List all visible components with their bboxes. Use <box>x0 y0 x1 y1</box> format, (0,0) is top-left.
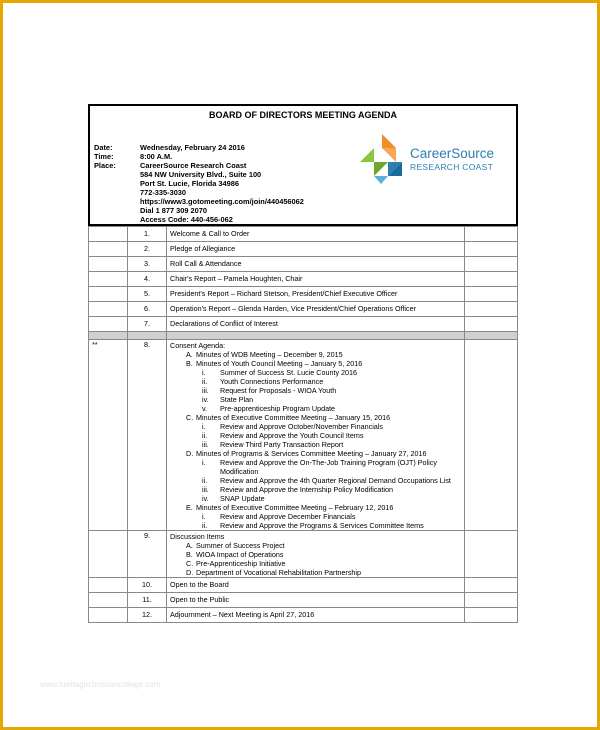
line-marker: iv. <box>202 395 209 404</box>
item-text: Open to the Board <box>167 578 465 593</box>
line-marker: i. <box>202 422 206 431</box>
row-marker <box>89 317 128 332</box>
line-marker: i. <box>202 458 206 467</box>
line-marker: C. <box>186 413 194 422</box>
consent-line <box>170 386 461 395</box>
line-text: Minutes of Programs & Services Committee Meeting – January 27, 2016 <box>196 449 427 458</box>
item-text: Declarations of Conflict of Interest <box>167 317 465 332</box>
consent-line <box>170 350 461 359</box>
consent-line <box>170 476 461 485</box>
item-text: Chair's Report – Pamela Houghten, Chair <box>167 272 465 287</box>
item-text: Open to the Public <box>167 593 465 608</box>
line-marker: E. <box>186 503 193 512</box>
gotomeeting-link[interactable]: https://www3.gotomeeting.com/join/440456062 <box>140 197 304 206</box>
agenda-row <box>89 302 518 317</box>
logo-name: CareerSource <box>410 146 495 161</box>
row-marker <box>89 227 128 242</box>
consent-marker: ** <box>89 340 128 531</box>
dial-in-number: Dial 1 877 309 2070 <box>140 206 207 215</box>
line-text: Pre-apprenticeship Program Update <box>220 404 336 413</box>
item-notes <box>465 287 518 302</box>
line-marker: iii. <box>202 440 209 449</box>
discussion-row <box>89 531 518 578</box>
place-city: Port St. Lucie, Florida 34986 <box>140 179 239 188</box>
consent-line <box>170 368 461 377</box>
row-marker <box>89 608 128 623</box>
consent-line <box>170 440 461 449</box>
discussion-line <box>170 550 461 559</box>
line-marker: A. <box>186 541 193 550</box>
item-number: 12. <box>128 608 167 623</box>
line-marker: B. <box>186 359 193 368</box>
item-number: 3. <box>128 257 167 272</box>
line-text: State Plan <box>220 395 254 404</box>
row-marker <box>89 531 128 578</box>
time-value: 8:00 A.M. <box>140 152 173 161</box>
agenda-row <box>89 242 518 257</box>
line-text: Review and Approve the Youth Council Items <box>220 431 364 440</box>
row-marker <box>89 257 128 272</box>
line-text: Review and Approve the On-The-Job Training Program (OJT) Policy <box>220 458 437 467</box>
line-text: Minutes of Youth Council Meeting – January 5, 2016 <box>196 359 363 368</box>
item-notes <box>465 340 518 531</box>
item-number: 5. <box>128 287 167 302</box>
item-notes <box>465 608 518 623</box>
consent-line <box>170 467 461 476</box>
line-text: Pre-Apprenticeship Initiative <box>196 559 286 568</box>
agenda-row <box>89 608 518 623</box>
line-marker: i. <box>202 512 206 521</box>
line-text: Minutes of Executive Committee Meeting – February 12, 2016 <box>196 503 394 512</box>
row-marker <box>89 272 128 287</box>
watermark: www.heritagechristiancollege.com <box>40 680 161 689</box>
item-notes <box>465 531 518 578</box>
agenda-row <box>89 593 518 608</box>
meeting-details <box>140 143 304 224</box>
place-address: 584 NW University Blvd., Suite 100 <box>140 170 262 179</box>
line-text: Summer of Success Project <box>196 541 285 550</box>
item-number: 8. <box>128 340 167 531</box>
row-marker <box>89 287 128 302</box>
item-number: 9. <box>128 531 167 578</box>
discussion-items <box>167 531 465 578</box>
consent-line <box>170 404 461 413</box>
item-text: Roll Call & Attendance <box>167 257 465 272</box>
agenda-row <box>89 578 518 593</box>
row-marker <box>89 578 128 593</box>
line-marker: v. <box>202 404 208 413</box>
line-text: Summer of Success St. Lucie County 2016 <box>220 368 358 377</box>
row-marker <box>89 302 128 317</box>
item-number: 7. <box>128 317 167 332</box>
discussion-line <box>170 559 461 568</box>
item-notes <box>465 317 518 332</box>
item-number: 11. <box>128 593 167 608</box>
line-text: Youth Connections Performance <box>220 377 324 386</box>
meeting-labels <box>94 143 116 170</box>
agenda-row <box>89 227 518 242</box>
agenda-row <box>89 272 518 287</box>
discussion-line <box>170 568 461 577</box>
item-notes <box>465 257 518 272</box>
logo-mark-icon <box>356 132 408 186</box>
discussion-title: Discussion Items <box>170 532 225 541</box>
line-text: Review and Approve the Internship Policy Modification <box>220 485 393 494</box>
row-marker <box>89 242 128 257</box>
line-marker: iv. <box>202 494 209 503</box>
line-marker: iii. <box>202 386 209 395</box>
agenda-row <box>89 317 518 332</box>
consent-line <box>170 512 461 521</box>
agenda-header <box>88 104 518 226</box>
item-notes <box>465 302 518 317</box>
consent-title: Consent Agenda: <box>170 341 226 350</box>
line-marker: D. <box>186 449 194 458</box>
item-number: 4. <box>128 272 167 287</box>
line-text: Review Third Party Transaction Report <box>220 440 344 449</box>
date-label: Date: <box>94 143 113 152</box>
line-text: Review and Approve October/November Financials <box>220 422 383 431</box>
time-label: Time: <box>94 152 114 161</box>
line-text: WIOA Impact of Operations <box>196 550 284 559</box>
line-text: Department of Vocational Rehabilitation Partnership <box>196 568 362 577</box>
item-notes <box>465 242 518 257</box>
item-text: Pledge of Allegiance <box>167 242 465 257</box>
line-marker: ii. <box>202 521 208 530</box>
item-number: 1. <box>128 227 167 242</box>
consent-line <box>170 458 461 467</box>
consent-line <box>170 359 461 368</box>
consent-line <box>170 395 461 404</box>
consent-line <box>170 431 461 440</box>
consent-agenda-row <box>89 340 518 531</box>
line-marker: A. <box>186 350 193 359</box>
item-notes <box>465 578 518 593</box>
line-marker: ii. <box>202 431 208 440</box>
section-divider <box>89 332 518 340</box>
date-value: Wednesday, February 24 2016 <box>140 143 245 152</box>
line-marker: D. <box>186 568 194 577</box>
line-marker: iii. <box>202 485 209 494</box>
line-text: Review and Approve the 4th Quarter Regional Demand Occupations List <box>220 476 451 485</box>
line-marker: ii. <box>202 377 208 386</box>
item-number: 2. <box>128 242 167 257</box>
line-marker: i. <box>202 368 206 377</box>
agenda-row <box>89 257 518 272</box>
consent-line <box>170 377 461 386</box>
line-text: Minutes of WDB Meeting – December 9, 2015 <box>196 350 343 359</box>
agenda-table <box>88 226 518 623</box>
item-text: Operation's Report – Glenda Harden, Vice President/Chief Operations Officer <box>167 302 465 317</box>
place-phone: 772-335-3030 <box>140 188 187 197</box>
item-notes <box>465 272 518 287</box>
consent-line <box>170 494 461 503</box>
place-label: Place: <box>94 161 116 170</box>
item-text: Adjournment – Next Meeting is April 27, 2016 <box>167 608 465 623</box>
item-text: Welcome & Call to Order <box>167 227 465 242</box>
consent-line <box>170 485 461 494</box>
line-text: Review and Approve the Programs & Services Committee Items <box>220 521 424 530</box>
agenda-document <box>88 104 518 623</box>
item-text: President's Report – Richard Stetson, President/Chief Executive Officer <box>167 287 465 302</box>
row-marker <box>89 593 128 608</box>
item-notes <box>465 227 518 242</box>
consent-line <box>170 413 461 422</box>
item-number: 6. <box>128 302 167 317</box>
line-text: Request for Proposals - WIOA Youth <box>220 386 337 395</box>
consent-line <box>170 449 461 458</box>
line-text: Review and Approve December Financials <box>220 512 356 521</box>
consent-line <box>170 521 461 530</box>
logo-subtitle: RESEARCH COAST <box>410 162 494 172</box>
consent-line <box>170 503 461 512</box>
line-marker: C. <box>186 559 194 568</box>
line-text: Modification <box>220 467 259 476</box>
line-marker: ii. <box>202 476 208 485</box>
item-number: 10. <box>128 578 167 593</box>
item-notes <box>465 593 518 608</box>
line-text: Minutes of Executive Committee Meeting – January 15, 2016 <box>196 413 391 422</box>
line-marker: B. <box>186 550 193 559</box>
place-name: CareerSource Research Coast <box>140 161 247 170</box>
access-code: Access Code: 440-456-062 <box>140 215 233 224</box>
discussion-line <box>170 541 461 550</box>
careersource-logo <box>356 132 516 186</box>
line-text: SNAP Update <box>220 494 265 503</box>
consent-line <box>170 422 461 431</box>
agenda-title: BOARD OF DIRECTORS MEETING AGENDA <box>208 110 397 120</box>
agenda-row <box>89 287 518 302</box>
consent-items <box>167 340 465 531</box>
